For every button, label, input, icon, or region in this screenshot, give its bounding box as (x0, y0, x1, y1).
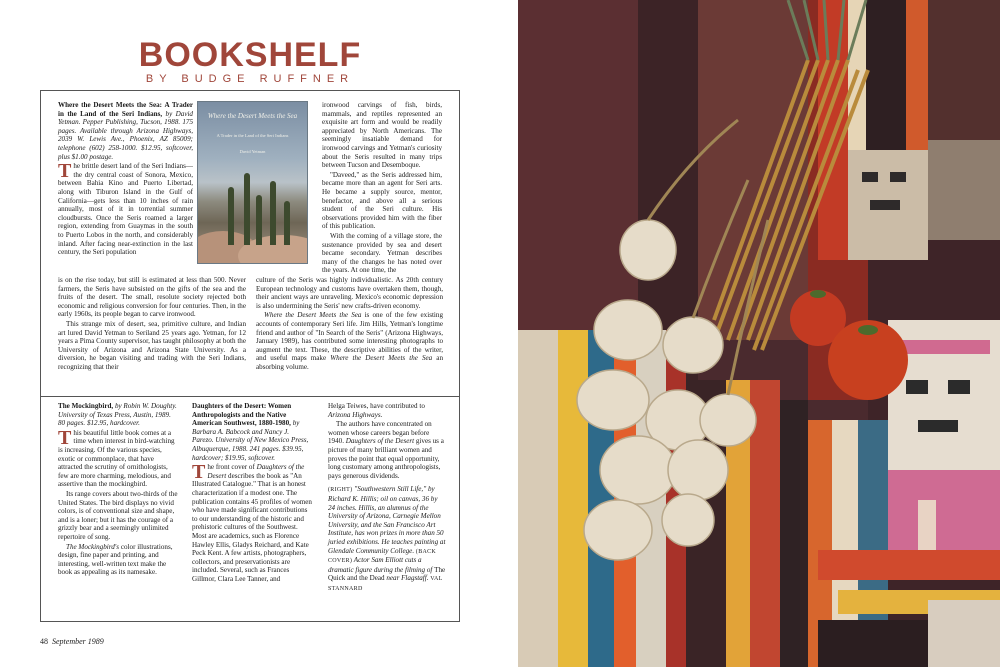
drop-cap: T (192, 461, 206, 484)
paragraph: With the coming of a village store, the sustenance provided by sea and desert became secondary. Yetman describes many of the changes he has noted over the years. At one time, the (322, 231, 442, 275)
paragraph: describes the book as "An Illustrated Catalogue." That is an honest characterization if a modest one. The publication contains 45 profiles of women who have made significant contributions to our understanding of the historic and prehistoric cultures of the Southwest. Most are academics, such as Florence Hawley Ellis, Gladys Reichard, and Kate Peck Kent. A few artists, photographers, collectors, and preservationists are included. Several, such as Frances Gillmor, Clara Lee Tanner, and (192, 471, 312, 583)
book-title-ref: The Mockingbird's (66, 542, 120, 551)
review-daughters-continued (328, 402, 446, 594)
divider-rule (40, 396, 460, 397)
paragraph: "Daveed," as the Seris addressed him, became more than an agent for Seri arts. He became a supply source, mentor, benefactor, and above all a serious student of the Seri culture. His observations provided him with the fiber of this publication. (322, 170, 442, 231)
paragraph: Helga Teiwes, have contributed to (328, 402, 425, 410)
photo-credit: VAL STANNARD (328, 576, 443, 592)
review-desert-sea-body (58, 276, 443, 373)
paragraph: culture of the Seris was highly individualistic. As 20th century European technology and customs have overtaken them, though, their ancient ways are unraveling. Mexico's economic depression is also undermining the Seris' new crafts-driven economy. (256, 276, 443, 310)
book-title-ref: Where the Desert Meets the Sea (330, 354, 433, 363)
review-meta: by David Yetman. Pepper Publishing, Tucson, 1988. 175 pages. Available through Arizona Highways, 2039 W. Lewis Ave., Phoenix, AZ 85009; telephone (602) 258-1000. $12.95, softcover, plus $1.00 postage. (58, 109, 193, 161)
photo-caption (328, 485, 446, 593)
paragraph: he brittle desert land of the Seri Indians—the dry central coast of Sonora, Mexico, between Bahia Kino and Puerto Libertad, along with Tiburon Island in the Gulf of California—gets less than 10 inches of rain annually, most of it in torrential summer cloudbursts. Once the Seris roamed a larger region, extending from Guaymas in the south to Puerto Lobos in the north, and considerably inland. After facing near-extinction in the last century, the Seri population (58, 162, 193, 257)
film-title: The Quick and the Dead (328, 565, 446, 583)
drop-cap: T (58, 426, 72, 449)
paragraph: The authors have concentrated on women whose careers began before 1940. (328, 420, 432, 446)
review-daughters-desert (192, 402, 312, 584)
review-meta: by Robin W. Doughty. University of Texas Press, Austin, 1989. 80 pages. $12.95, hardcover. (58, 402, 177, 428)
caption-text: "Southwestern Still Life," by Richard K. Hillis; oil on canvas, 36 by 24 inches. Hillis, an alumnus of the University of Arizona, Carnegie Mellon University, and the San Francisco Art Institute, has won prizes in more than 50 juried exhibitions. He teaches painting at Glendale Community College. (328, 485, 446, 555)
book-title-ref: Daughters of the Desert (345, 437, 415, 446)
review-title: Daughters of the Desert: Women Anthropologists and the Native American Southwest, 1880-1980, (192, 402, 292, 428)
drop-cap: T (58, 160, 72, 183)
caption-tag: (RIGHT) (328, 487, 353, 494)
book-title-ref: Where the Desert Meets the Sea (264, 311, 362, 320)
book-cover-author: David Yetman (239, 149, 266, 154)
painting-image (518, 0, 1000, 667)
review-title: The Mockingbird, (58, 402, 114, 410)
review-desert-sea-intro (58, 101, 193, 258)
cactus-shape (244, 173, 250, 245)
paragraph: Its range covers about two-thirds of the United States. The bird displays no vivid colors, is of conventional size and shape, and is a loner; but it has the courage of a grizzly bear and a seemingly unlimited repertoire of song. (58, 489, 178, 541)
section-title: BOOKSHELF (138, 36, 362, 74)
paragraph: ironwood carvings of fish, birds, mammals, and reptiles represented an exquisite art form and would be readily appreciated by North Americans. The seemingly insatiable demand for ironwood carvings and Yetman's curiosity about the Seris resulted in many trips between Tucson and Desemboque. (322, 101, 442, 170)
cactus-shape (284, 201, 290, 245)
review-meta: by Barbara A. Babcock and Nancy J. Parezo. University of New Mexico Press, Albuquerque, 1988. 241 pages. $39.95, hardcover; $19.95, softcover. (192, 419, 309, 462)
page-number: 48 (40, 637, 48, 646)
review-title: Where the Desert Meets the Sea: A Trader in the Land of the Seri Indians, (58, 101, 193, 118)
book-cover-title: Where the Desert Meets the Sea (207, 112, 298, 120)
paragraph: an absorbing volume. (256, 354, 443, 371)
byline: BY BUDGE RUFFNER (145, 73, 355, 85)
book-cover-image (197, 101, 308, 264)
paragraph: gives us a picture of many brilliant women and proves the point that equal opportunity, long customary among anthropologists, pays generous dividends. (328, 437, 444, 480)
caption-text: Actor Sam Elliott cuts a dramatic figure during the filming of (328, 556, 435, 574)
painting-svg (518, 0, 1000, 667)
review-mockingbird (58, 402, 178, 578)
review-desert-sea-continued (322, 101, 442, 276)
cactus-shape (228, 187, 234, 245)
page-folio (40, 637, 104, 646)
cactus-shape (256, 195, 262, 245)
caption-text: near Flagstaff. (384, 574, 429, 583)
book-cover-subtitle: A Trader in the Land of the Seri Indians (216, 133, 289, 138)
issue-date: September 1989 (52, 637, 104, 646)
paragraph: is on the rise today, but still is estimated at less than 500. Never farmers, the Seris have subsisted on the gifts of the sea and the fruits of the desert. The small, resolute society rejected both economic and religious conversion for four centuries. Then, in the early 1960s, its people began to carve ironwood. (58, 276, 246, 319)
cactus-shape (270, 181, 276, 245)
paragraph: color illustrations, design, fine paper and printing, and interesting, well-written text make the book as appealing as its namesake. (58, 542, 173, 577)
book-title-ref: Daughters of the Desert (207, 463, 305, 480)
paragraph: his beautiful little book comes at a time when interest in bird-watching is increasing. Of the various species, exotic or commonplace, that have attracted the scrutiny of ornithologists, few are more charming, melodious, and assertive than the mockingbird. (58, 428, 175, 489)
book-title-ref: Arizona Highways. (328, 410, 383, 419)
caption-tag: (BACK COVER) (328, 548, 437, 565)
paragraph: This strange mix of desert, sea, primitive culture, and Indian art lured David Yetman to Seriland 25 years ago. Yetman, for 12 years a Pima County supervisor, has taught philosophy at both the University of Arizona and Arizona State University. As a diversion, he began visiting and trading with the Seri Indians, recognizing that their (58, 319, 246, 371)
paragraph: is one of the few existing accounts of contemporary Seri life. Jim Hills, Yetman's longtime friend and author of "In Search of the Seris" (Arizona Highways, January 1989), has contributed some interesting photographs to augment the text. These, the descriptive abilities of the writer, and useful maps make (256, 311, 443, 363)
paragraph: he front cover of (207, 463, 257, 472)
